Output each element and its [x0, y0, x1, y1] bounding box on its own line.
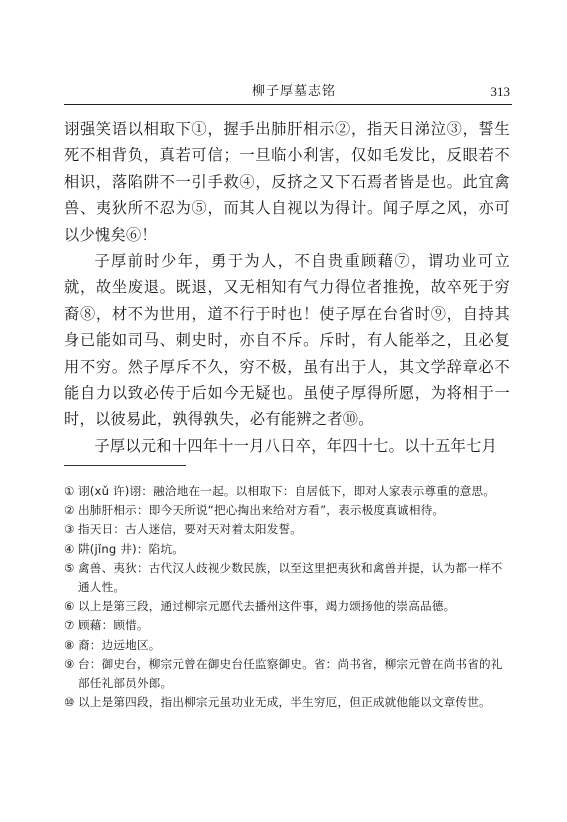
footnote-text: 顾藉：顾惜。 — [78, 618, 149, 633]
footnote-2 — [64, 501, 510, 520]
footnote-marker: ② — [64, 503, 75, 518]
footnote-text: 裔：边远地区。 — [78, 637, 161, 652]
running-header — [64, 84, 512, 105]
footnote-8 — [64, 636, 510, 655]
chapter-title: 柳子厚墓志铭 — [252, 84, 337, 99]
footnote-marker: ⑤ — [64, 560, 75, 575]
main-text — [64, 116, 510, 459]
footnote-text: 诩(xǔ 许)诩：融洽地在一起。以相取下：自居低下，即对人家表示尊重的意思。 — [78, 484, 496, 498]
footnote-marker: ③ — [64, 522, 75, 537]
footnote-7 — [64, 616, 510, 635]
footnote-text: 以上是第四段，指出柳宗元虽功业无成，半生穷厄，但正成就他能以文章传世。 — [78, 695, 491, 710]
footnote-text: 出肺肝相示：即今天所说“把心掏出来给对方看”，表示极度真诚相待。 — [78, 503, 445, 518]
footnote-divider — [64, 465, 186, 466]
footnote-9 — [64, 655, 510, 693]
paragraph-3: 子厚以元和十四年十一月八日卒，年四十七。以十五年七月 — [94, 436, 498, 455]
footnote-marker: ④ — [64, 541, 75, 556]
footnote-text: 阱(jǐng 井)：陷坑。 — [78, 541, 185, 556]
footnote-marker: ⑥ — [64, 599, 75, 614]
footnote-text: 台：御史台，柳宗元曾在御史台任监察御史。省：尚书省，柳宗元曾在尚书省的礼部任礼部员外郎。 — [78, 656, 503, 691]
footnote-3 — [64, 520, 510, 539]
footnote-6 — [64, 597, 510, 616]
footnote-text: 指天日：古人迷信，要对天对着太阳发誓。 — [78, 522, 303, 537]
footnote-marker: ⑨ — [64, 656, 75, 671]
footnote-4 — [64, 540, 510, 559]
footnote-marker: ⑦ — [64, 618, 75, 633]
footnote-marker: ⑧ — [64, 637, 75, 652]
paragraph-1: 诩强笑语以相取下①，握手出肺肝相示②，指天日涕泣③，誓生死不相背负，真若可信；一旦临小利害，仅如毛发比，反眼若不相识，落陷阱不一引手救④，反挤之又下石焉者皆是也。此宜禽兽、夷狄所不忍为⑤，而其人自视以为得计。闻子厚之风，亦可以少愧矣⑥！ — [64, 120, 510, 244]
footnotes — [64, 482, 510, 712]
footnote-1 — [64, 482, 510, 501]
footnote-5 — [64, 559, 510, 597]
footnote-10 — [64, 693, 510, 712]
page-number: 313 — [490, 84, 510, 99]
paragraph-2: 子厚前时少年，勇于为人，不自贵重顾藉⑦，谓功业可立就，故坐废退。既退，又无相知有气力得位者推挽，故卒死于穷裔⑧，材不为世用，道不行于时也！使子厚在台省时⑨，自持其身已能如司马、刺史时，亦自不斥。斥时，有人能举之，且必复用不穷。然子厚斥不久，穷不极，虽有出于人，其文学辞章必不能自力以致必传于后如今无疑也。虽使子厚得所愿，为将相于一时，以彼易此，孰得孰失，必有能辨之者⑩。 — [64, 252, 510, 429]
footnote-marker: ⑩ — [64, 695, 75, 710]
footnote-marker: ① — [64, 484, 75, 498]
footnote-text: 以上是第三段，通过柳宗元愿代去播州这件事，竭力颂扬他的崇高品德。 — [78, 599, 456, 614]
footnote-text: 禽兽、夷狄：古代汉人歧视少数民族，以至这里把夷狄和禽兽并提，认为都一样不通人性。 — [78, 560, 503, 595]
